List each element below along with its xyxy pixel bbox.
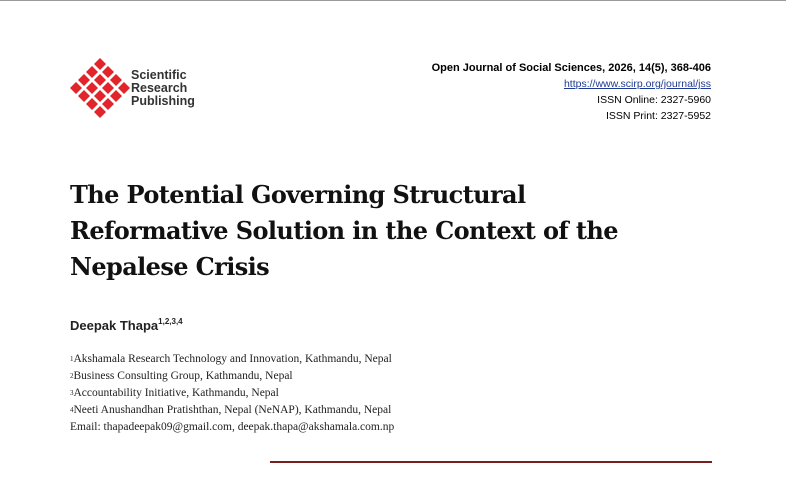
affil-mark: 3: [70, 389, 74, 397]
author-email: Email: thapadeepak09@gmail.com, deepak.thapa@akshamala.com.np: [70, 421, 395, 433]
logo-line-2: Research: [131, 81, 188, 95]
logo-line-1: Scientific: [131, 68, 187, 82]
affil-mark: 1: [70, 355, 74, 363]
journal-citation: Open Journal of Social Sciences, 2026, 14(5), 368-406: [431, 62, 711, 74]
affil-text: Akshamala Research Technology and Innovation, Kathmandu, Nepal: [73, 353, 392, 365]
affiliation-item: [70, 351, 394, 368]
paper-title: [70, 177, 710, 285]
issn-print: ISSN Print: 2327-5952: [605, 110, 711, 122]
title-line-2: Reformative Solution in the Context of the: [70, 216, 618, 245]
journal-info: [432, 60, 711, 124]
affiliation-item: [70, 385, 394, 402]
title-line-1: The Potential Governing Structural: [70, 180, 526, 209]
section-divider: [270, 461, 712, 463]
author-text: Deepak Thapa: [70, 318, 159, 333]
logo-diamonds-icon: [70, 56, 130, 120]
journal-url-link[interactable]: https://www.scirp.org/journal/jss: [563, 78, 711, 90]
affil-text: Business Consulting Group, Kathmandu, Nepal: [73, 370, 293, 382]
affiliation-item: [70, 402, 394, 419]
issn-online: ISSN Online: 2327-5960: [597, 94, 711, 106]
author-affil-marks: 1,2,3,4: [158, 317, 183, 326]
affiliations: [70, 351, 394, 436]
affil-mark: 4: [70, 406, 74, 414]
logo-text: [131, 69, 195, 108]
affil-text: Accountability Initiative, Kathmandu, Nepal: [73, 387, 279, 399]
affiliation-item: [70, 368, 394, 385]
publisher-logo: [70, 56, 210, 120]
logo-line-3: Publishing: [131, 94, 195, 108]
title-line-3: Nepalese Crisis: [70, 252, 270, 281]
affil-mark: 2: [70, 372, 74, 380]
affil-text: Neeti Anushandhan Pratishthan, Nepal (NeNAP), Kathmandu, Nepal: [73, 404, 392, 416]
author-name: [70, 318, 183, 333]
top-border: [0, 0, 786, 1]
